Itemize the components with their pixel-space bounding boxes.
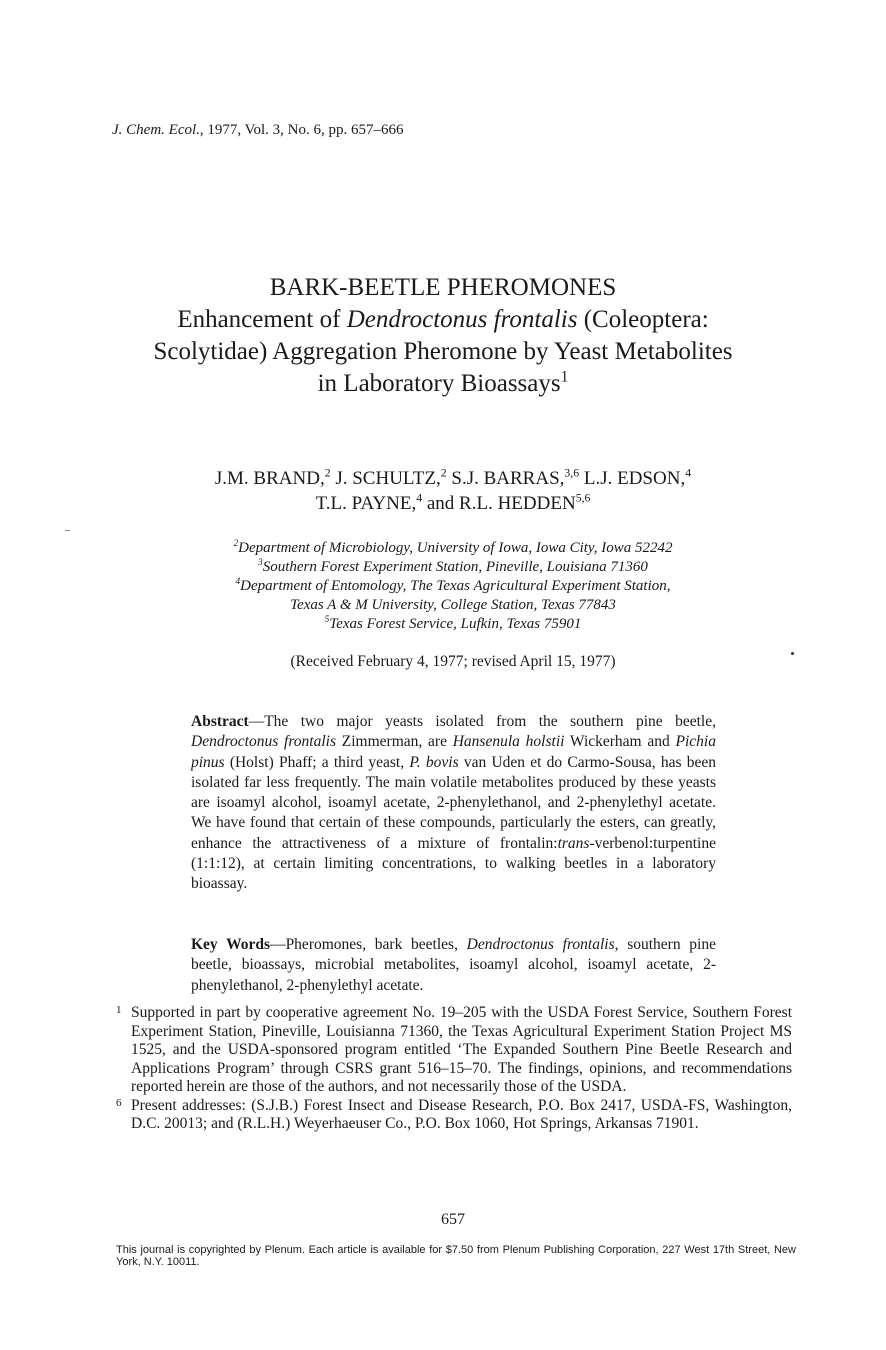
title-footnote-ref: 1 [560, 368, 569, 386]
journal-citation [112, 122, 404, 139]
journal-name: J. Chem. Ecol. [112, 122, 200, 138]
footnote-mark: 6 [116, 1096, 122, 1109]
affiliation-line: Texas A & M University, College Station, Texas 77843 [290, 597, 616, 613]
title-line-1: BARK-BEETLE PHEROMONES [269, 274, 617, 301]
footnotes [116, 1004, 792, 1134]
scan-mark [65, 530, 70, 531]
abstract: Abstract—The two major yeasts isolated from the southern pine beetle, Dendroctonus frontalis Zimmerman, are Hansenula holstii Wickerham and Pichia pinus (Holst) Phaff; a third yeast, P. bovis van Uden et do Carmo-Sousa, has been isolated far less frequently. The main volatile metabolites produced by these yeasts are isoamyl alcohol, isoamyl acetate, 2-phenylethanol, and 2-phenylethyl acetate. We have found that certain of these compounds, particularly the esters, can greatly, enhance the attractiveness of a mixture of frontalin:trans-verbenol:turpentine (1:1:12), at certain limiting concentrations, to walking beetles in a laboratory bioassay. [191, 713, 716, 893]
page-number: 657 [441, 1211, 465, 1228]
copyright-notice: This journal is copyrighted by Plenum. Each article is available for $7.50 from Plenum Publishing Corporation, 227 West 17th Street, New York, N.Y. 10011. [116, 1244, 796, 1268]
affiliation-line: $^4$Department of Entomology, The Texas Agricultural Experiment Station, [235, 577, 671, 594]
author-line-1: J.M. BRAND,$^2$ J. SCHULTZ,$^2$ S.J. BARRAS,$^{3,6}$ L.J. EDSON,$^4$ [214, 466, 692, 489]
citation-details: , 1977, Vol. 3, No. 6, pp. 657–666 [199, 122, 404, 138]
author-line-2: T.L. PAYNE,$^4$ and R.L. HEDDEN$^{5,6}$ [315, 491, 591, 514]
abstract-label: Abstract [191, 713, 249, 730]
received-dates: (Received February 4, 1977; revised April 15, 1977) [290, 653, 616, 670]
footnote: 1 Supported in part by cooperative agreement No. 19–205 with the USDA Forest Service, Southern Forest Experiment Station, Pineville, Louisianna 71360, the Texas Agricultural Experiment Station Project MS 1525, and the USDA-sponsored program entitled ‘The Expanded Southern Pine Beetle Research and Applications Program’ through CSRS grant 516–15–70. The findings, opinions, and recommendations reported herein are those of the authors, and not necessarily those of the USDA. [116, 1004, 792, 1097]
footnote: 6 Present addresses: (S.J.B.) Forest Insect and Disease Research, P.O. Box 2417, USDA-FS, Washington, D.C. 20013; and (R.L.H.) Weyerhaeuser Co., P.O. Box 1060, Hot Springs, Arkansas 71901. [116, 1097, 792, 1134]
affiliations [0, 539, 886, 634]
author-list [0, 466, 886, 516]
keywords-label: Key Words [191, 936, 271, 953]
title-line-2: Enhancement of Dendroctonus frontalis (Coleoptera: [177, 306, 709, 333]
footnote-mark: 1 [116, 1004, 122, 1016]
key-words: Key Words—Pheromones, bark beetles, Dendroctonus frontalis, southern pine beetle, bioassays, microbial metabolites, isoamyl alcohol, isoamyl acetate, 2-phenylethanol, 2-phenylethyl acetate. [191, 936, 716, 994]
affiliation-line: $^3$Southern Forest Experiment Station, Pineville, Louisiana 71360 [258, 558, 648, 575]
scan-speck [791, 652, 794, 655]
affiliation-line: $^5$Texas Forest Service, Lufkin, Texas 75901 [324, 615, 582, 632]
affiliation-line: $^2$Department of Microbiology, University of Iowa, Iowa City, Iowa 52242 [233, 539, 673, 556]
title-line-3: Scolytidae) Aggregation Pheromone by Yeast Metabolites [153, 338, 733, 365]
article-title [0, 272, 886, 400]
title-species: Dendroctonus frontalis [346, 306, 578, 333]
title-line-4: in Laboratory Bioassays$^1$ [317, 368, 569, 397]
